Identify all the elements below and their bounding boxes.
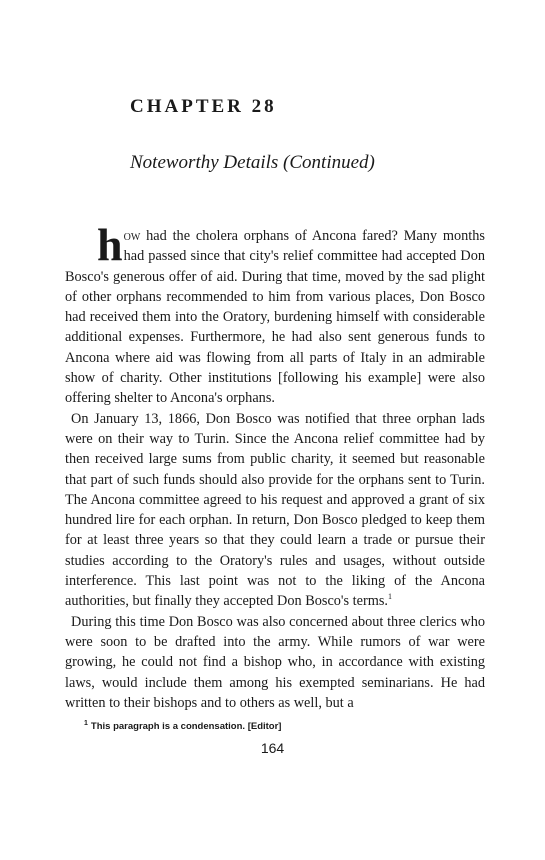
lead-in-caps: ow <box>123 228 141 244</box>
paragraph-2-text: On January 13, 1866, Don Bosco was notified that three orphan lads were on their way to Turin. Since the Ancona relief committee had by then received large sums from public charity, it seemed but reasonable that part of such funds should also provide for the orphans sent to Turin. The Ancona committee agreed to his request and approved a grant of six hundred lire for each orphan. In return, Don Bosco pledged to keep them for at least three years so that they could learn a trade or pursue their studies according to the Oratory's rules and usages, without outside interference. This last point was not to the liking of the Ancona authorities, but finally they accepted Don Bosco's terms. <box>65 410 485 610</box>
paragraph-1 <box>65 219 485 409</box>
chapter-body <box>65 219 485 713</box>
drop-cap: h <box>97 219 123 270</box>
chapter-heading: CHAPTER 28 <box>130 96 277 117</box>
paragraph-2 <box>65 409 485 612</box>
paragraph-3 <box>65 612 485 713</box>
paragraph-3-text: During this time Don Bosco was also concerned about three clerics who were soon to be drafted into the army. While rumors of war were growing, he could not find a bishop who, in accordance with existing laws, would include them among his exempted seminarians. He had written to their bishops and to others as well, but a <box>65 613 485 711</box>
footnote-mark: 1 <box>84 720 88 727</box>
footnote-reference: 1 <box>388 592 392 602</box>
chapter-subtitle: Noteworthy Details (Continued) <box>130 152 375 173</box>
footnote <box>84 720 281 732</box>
page-number: 164 <box>260 740 285 756</box>
paragraph-1-text: had the cholera orphans of Ancona fared? Many months had passed since that city's relief committee had accepted Don Bosco's generous offer of aid. During that time, moved by the sad plight of other orphans recommended to him from various places, Don Bosco had received them into the Oratory, burdening himself with considerable additional expenses. Furthermore, he had also sent generous funds to Ancona where aid was flowing from all parts of Italy in an admirable show of charity. Other institutions [following his example] were also offering shelter to Ancona's orphans. <box>65 228 485 407</box>
footnote-text: This paragraph is a condensation. [Editor] <box>90 721 282 733</box>
